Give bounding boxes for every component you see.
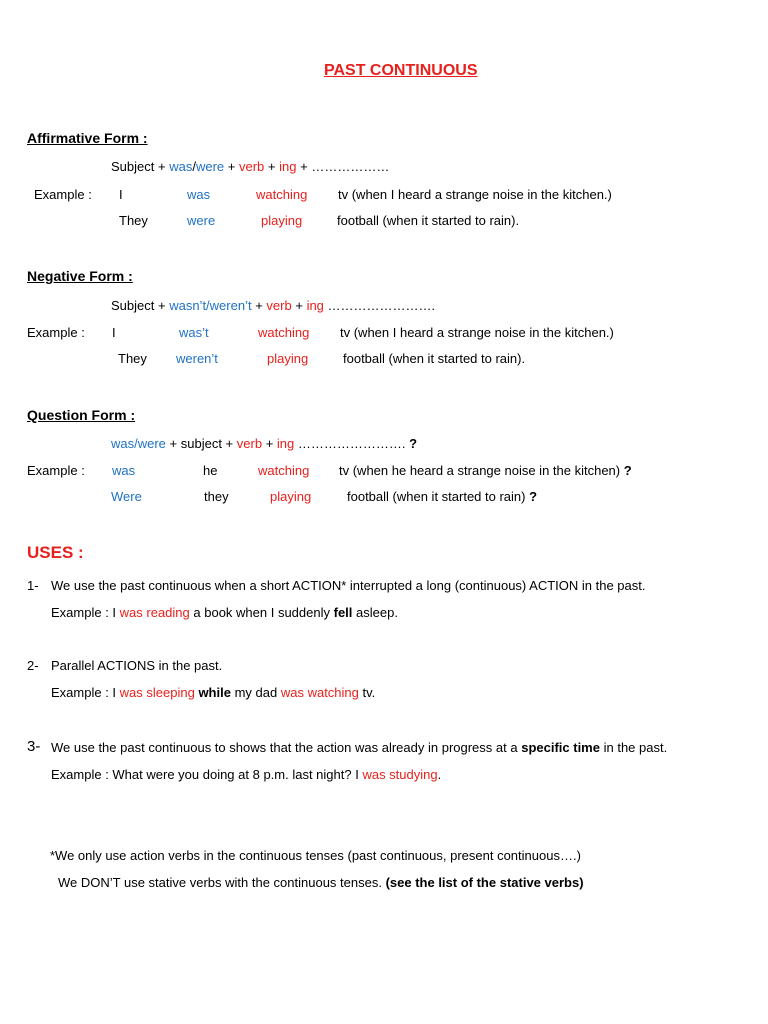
question-row-2-verb: playing	[270, 489, 312, 504]
note-line-1: *We only use action verbs in the continuous tenses (past continuous, present continuous….)	[50, 848, 581, 863]
affirmative-row-1-verb: watching	[256, 187, 308, 202]
affirmative-example-label: Example :	[34, 187, 92, 202]
question-row-2-subject: they	[204, 489, 229, 504]
negative-row-1-rest: tv (when I heard a strange noise in the kitchen.)	[340, 325, 614, 340]
negative-row-1-verb: watching	[258, 325, 310, 340]
affirmative-row-1-subject: I	[119, 187, 123, 202]
uses-heading: USES :	[27, 543, 84, 562]
question-example-label: Example :	[27, 463, 85, 478]
negative-row-2-rest: football (when it started to rain).	[343, 351, 526, 366]
negative-formula: Subject + wasn’t/weren’t + verb + ing …………………….	[111, 298, 436, 313]
negative-row-1-subject: I	[112, 325, 116, 340]
negative-heading: Negative Form :	[27, 268, 133, 284]
question-formula: was/were + subject + verb + ing ……………………. ?	[111, 436, 418, 451]
negative-row-2-verb: playing	[267, 351, 309, 366]
affirmative-heading: Affirmative Form :	[27, 130, 148, 146]
negative-row-2-aux: weren’t	[176, 351, 218, 366]
question-row-1-rest: tv (when he heard a strange noise in the kitchen) ?	[339, 463, 632, 478]
use-3-example: Example : What were you doing at 8 p.m. last night? I was studying.	[51, 767, 442, 782]
negative-row-1-aux: was’t	[179, 325, 209, 340]
affirmative-row-2-verb: playing	[261, 213, 303, 228]
use-2-text: Parallel ACTIONS in the past.	[51, 658, 223, 673]
question-row-1-subject: he	[203, 463, 218, 478]
affirmative-formula: Subject + was/were + verb + ing + ………………	[111, 159, 390, 174]
note-line-2: We DON’T use stative verbs with the continuous tenses. (see the list of the stative verbs)	[58, 875, 584, 890]
question-row-2-aux: Were	[111, 489, 142, 504]
use-2-example: Example : I was sleeping while my dad was watching tv.	[51, 685, 376, 700]
question-heading: Question Form :	[27, 407, 136, 423]
affirmative-row-2-aux: were	[187, 213, 216, 228]
use-1-number: 1-	[27, 578, 39, 593]
use-2-number: 2-	[27, 658, 39, 673]
affirmative-row-1-rest: tv (when I heard a strange noise in the kitchen.)	[338, 187, 612, 202]
affirmative-row-1-aux: was	[187, 187, 211, 202]
negative-row-2-subject: They	[118, 351, 147, 366]
negative-example-label: Example :	[27, 325, 85, 340]
use-1-text: We use the past continuous when a short ACTION* interrupted a long (continuous) ACTION in the past.	[51, 578, 646, 593]
question-row-2-rest: football (when it started to rain) ?	[347, 489, 538, 504]
use-1-example: Example : I was reading a book when I suddenly fell asleep.	[51, 605, 398, 620]
affirmative-row-2-subject: They	[119, 213, 148, 228]
use-3-number: 3-	[27, 738, 41, 755]
use-3-text: We use the past continuous to shows that the action was already in progress at a specific time in the past.	[51, 740, 668, 755]
question-row-1-aux: was	[112, 463, 136, 478]
page-title: PAST CONTINUOUS	[324, 62, 478, 79]
affirmative-row-2-rest: football (when it started to rain).	[337, 213, 520, 228]
question-row-1-verb: watching	[258, 463, 310, 478]
